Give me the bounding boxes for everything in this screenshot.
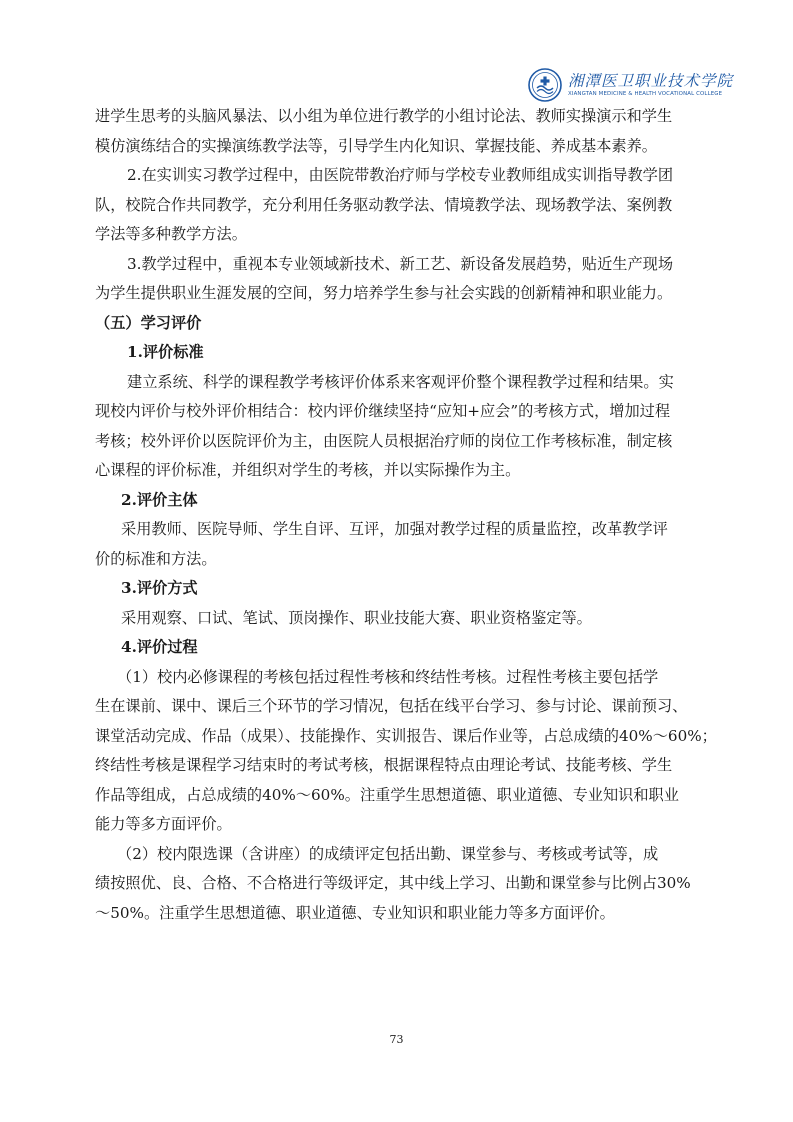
section-heading: 1.评价标准 [127,343,204,361]
paragraph-line: 考核；校外评价以医院评价为主，由医院人员根据治疗师的岗位工作考核标准，制定核 [95,431,673,450]
paragraph-line: 2.在实训实习教学过程中，由医院带教治疗师与学校专业教师组成实训指导教学团 [127,166,674,184]
section-heading: 3.评价方式 [121,579,198,597]
school-emblem-icon [528,68,562,102]
paragraph-line: 绩按照优、良、合格、不合格进行等级评定，其中线上学习、出勤和课堂参与比例占30% [95,874,691,892]
paragraph-line: 队，校院合作共同教学，充分利用任务驱动教学法、情境教学法、现场教学法、案例教 [95,195,673,214]
paragraph-line: （1）校内必修课程的考核包括过程性考核和终结性考核。过程性考核主要包括学 [117,667,659,686]
paragraph-line: 心课程的评价标准，并组织对学生的考核，并以实际操作为主。 [95,461,521,479]
school-logo [528,66,734,104]
paragraph-line: 终结性考核是课程学习结束时的考试考核，根据课程特点由理论考试、技能考核、学生 [95,756,673,774]
paragraph-line: 3.教学过程中，重视本专业领域新技术、新工艺、新设备发展趋势，贴近生产现场 [127,254,674,273]
paragraph-line: 为学生提供职业生涯发展的空间，努力培养学生参与社会实践的创新精神和职业能力。 [95,284,673,302]
paragraph-line: 进学生思考的头脑风暴法、以小组为单位进行教学的小组讨论法、教师实操演示和学生 [95,107,673,125]
paragraph-line: 建立系统、科学的课程教学考核评价体系来客观评价整个课程教学过程和结果。实 [127,372,674,391]
paragraph-line: 生在课前、课中、课后三个环节的学习情况，包括在线平台学习、参与讨论、课前预习、 [95,697,688,715]
document-body [95,102,717,928]
paragraph-line: （2）校内限选课（含讲座）的成绩评定包括出勤、课堂参与、考核或考试等，成 [117,844,659,863]
section-heading: 2.评价主体 [121,490,198,509]
section-heading: （五）学习评价 [95,313,202,332]
paragraph-line: 能力等多方面评价。 [95,815,232,833]
school-name-en: XIANGTAN MEDICINE & HEALTH VOCATIONAL COLLEGE [568,91,723,97]
school-name-cn: 湘潭医卫职业技术学院 [568,72,734,90]
page-number: 73 [389,1033,404,1046]
paragraph-line: ～50%。注重学生思想道德、职业道德、专业知识和职业能力等多方面评价。 [95,903,615,922]
paragraph-line: 价的标准和方法。 [95,549,217,568]
paragraph-line: 课堂活动完成、作品（成果）、技能操作、实训报告、课后作业等，占总成绩的40%～60%； [95,726,717,745]
section-heading: 4.评价过程 [121,638,198,656]
paragraph-line: 采用教师、医院导师、学生自评、互评，加强对教学过程的质量监控，改革教学评 [121,520,668,538]
paragraph-line: 模仿演练结合的实操演练教学法等，引导学生内化知识、掌握技能、养成基本素养。 [95,136,657,155]
paragraph-line: 学法等多种教学方法。 [95,225,247,243]
paragraph-line: 现校内评价与校外评价相结合：校内评价继续坚持“应知+应会”的考核方式，增加过程 [95,402,671,420]
paragraph-line: 作品等组成，占总成绩的40%～60%。注重学生思想道德、职业道德、专业知识和职业 [95,785,679,804]
paragraph-line: 采用观察、口试、笔试、顶岗操作、职业技能大赛、职业资格鉴定等。 [121,608,592,627]
